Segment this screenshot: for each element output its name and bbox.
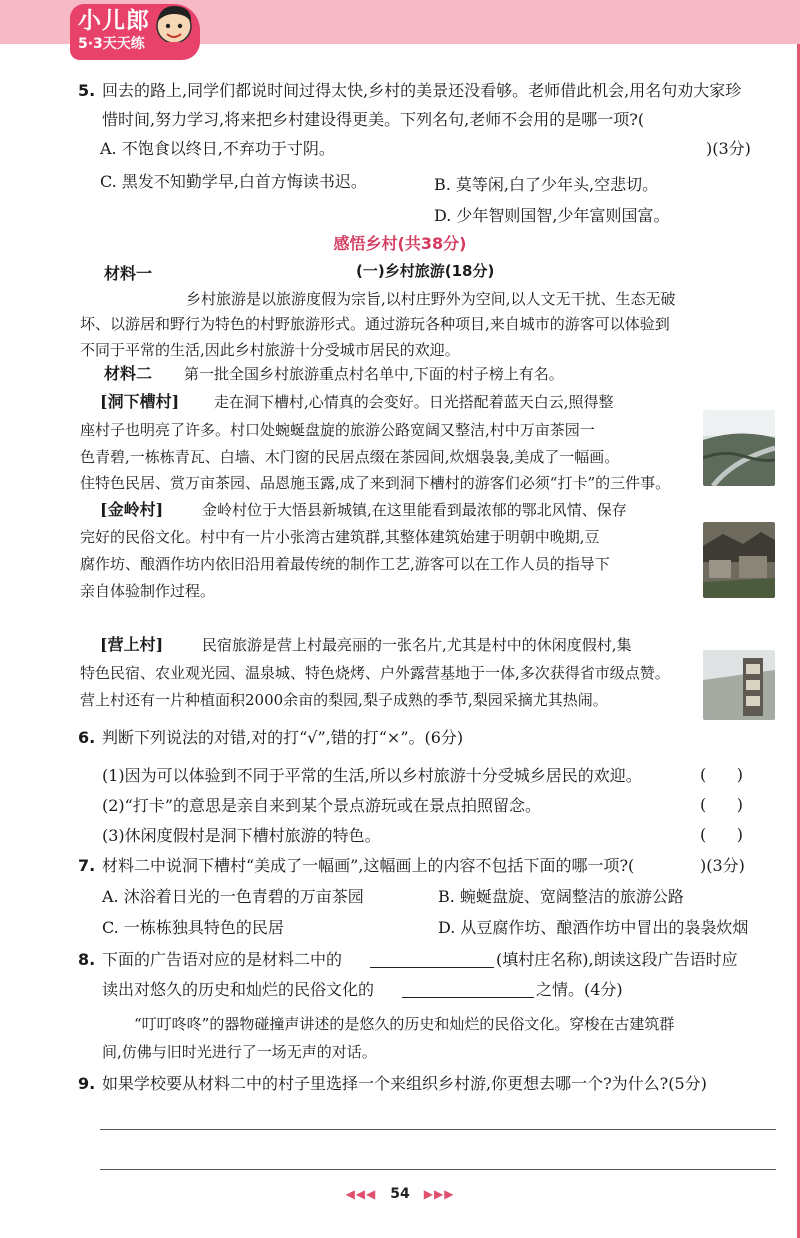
material2-intro: 第一批全国乡村旅游重点村名单中,下面的村子榜上有名。 <box>184 365 564 383</box>
material1-label: 材料一 <box>104 264 153 283</box>
village3-name: [营上村] <box>100 635 164 654</box>
q8-village-blank[interactable] <box>370 951 494 968</box>
answer-line[interactable] <box>100 1129 776 1130</box>
q7-option-c: C. 一栋栋独具特色的民居 <box>102 918 284 937</box>
village2-line: 亲自体验制作过程。 <box>80 582 216 600</box>
q6-number: 6. <box>78 728 96 747</box>
q5-answer-paren[interactable]: )(3分) <box>706 139 751 158</box>
q8-line1-end: (填村庄名称),朗读这段广告语时应 <box>496 950 738 969</box>
q9-number: 9. <box>78 1074 96 1093</box>
next-arrows-icon: ▶▶▶ <box>423 1187 455 1201</box>
q8-line1-start: 下面的广告语对应的是材料二中的 <box>102 950 343 969</box>
answer-line[interactable] <box>100 1169 776 1170</box>
page-footer <box>0 1186 800 1202</box>
photo-tea-road <box>703 410 775 486</box>
q6-stem: 判断下列说法的对错,对的打“√”,错的打“×”。(6分) <box>102 728 464 747</box>
village1-line: 住特色民居、赏万亩茶园、品恩施玉露,成了来到洞下槽村的游客们必须“打卡”的三件事。 <box>80 474 671 492</box>
village2-line: 腐作坊、酿酒作坊内依旧沿用着最传统的制作工艺,游客可以在工作人员的指导下 <box>80 555 610 573</box>
q8-feeling-blank[interactable] <box>402 981 534 998</box>
q5-option-d: D. 少年智则国智,少年富则国富。 <box>434 206 670 225</box>
brand-name: 小儿郎 <box>78 8 150 34</box>
q5-option-b: B. 莫等闲,白了少年头,空悲切。 <box>434 175 659 194</box>
village2-name: [金岭村] <box>100 500 164 519</box>
mascot-icon <box>150 2 198 56</box>
village2-line: 完好的民俗文化。村中有一片小张湾古建筑群,其整体建筑始建于明朝中晚期,豆 <box>80 528 600 546</box>
q8-ad-line2: 间,仿佛与旧时光进行了一场无声的对话。 <box>102 1043 377 1061</box>
reading-subtitle: (一)乡村旅游(18分) <box>356 262 495 280</box>
q7-number: 7. <box>78 856 96 875</box>
q5-stem-line1: 回去的路上,同学们都说时间过得太快,乡村的美景还没看够。老师借此机会,用名句劝大家珍 <box>102 81 742 100</box>
q8-line2-start: 读出对悠久的历史和灿烂的民俗文化的 <box>102 980 375 999</box>
q7-answer-paren[interactable]: )(3分) <box>700 856 745 875</box>
q5-option-a: A. 不饱食以终日,不弃功于寸阴。 <box>100 139 335 158</box>
prev-arrows-icon: ◀◀◀ <box>345 1187 377 1201</box>
section-title: 感悟乡村(共38分) <box>333 234 467 253</box>
q6-item-1: (1)因为可以体验到不同于平常的生活,所以乡村旅游十分受城乡居民的欢迎。 <box>102 766 642 785</box>
q5-option-c: C. 黑发不知勤学早,白首方悔读书迟。 <box>100 172 367 191</box>
q7-option-d: D. 从豆腐作坊、酿酒作坊中冒出的袅袅炊烟 <box>438 918 749 937</box>
q8-ad-line1: “叮叮咚咚”的器物碰撞声讲述的是悠久的历史和灿烂的民俗文化。穿梭在古建筑群 <box>134 1015 675 1033</box>
photo-old-village <box>703 522 775 598</box>
q6-answer-3[interactable]: ( ) <box>700 825 743 844</box>
brand-subtitle: 5·3天天练 <box>78 36 145 52</box>
material1-line3: 不同于平常的生活,因此乡村旅游十分受城市居民的欢迎。 <box>80 341 460 359</box>
q5-stem-line2: 惜时间,努力学习,将来把乡村建设得更美。下列名句,老师不会用的是哪一项?( <box>102 110 645 129</box>
q5-number: 5. <box>78 81 96 100</box>
village3-line: 营上村还有一片种植面积2000余亩的梨园,梨子成熟的季节,梨园采摘尤其热闹。 <box>80 691 608 709</box>
village1-line: 走在洞下槽村,心情真的会变好。日光搭配着蓝天白云,照得整 <box>214 393 614 411</box>
village3-line: 民宿旅游是营上村最亮丽的一张名片,尤其是村中的休闲度假村,集 <box>202 636 632 654</box>
material2-label: 材料二 <box>104 364 153 383</box>
village1-line: 座村子也明亮了许多。村口处蜿蜒盘旋的旅游公路宽阔又整洁,村中万亩茶园一 <box>80 421 595 439</box>
village1-line: 色青碧,一栋栋青瓦、白墙、木门窗的民居点缀在茶园间,炊烟袅袅,美成了一幅画。 <box>80 448 620 466</box>
material1-line2: 坏、以游居和野行为特色的村野旅游形式。通过游玩各种项目,来自城市的游客可以体验到 <box>80 315 670 333</box>
q7-option-b: B. 蜿蜒盘旋、宽阔整洁的旅游公路 <box>438 887 684 906</box>
q8-number: 8. <box>78 950 96 969</box>
q8-line2-end: 之情。(4分) <box>536 980 623 999</box>
village1-name: [洞下槽村] <box>100 392 180 411</box>
q9-stem: 如果学校要从材料二中的村子里选择一个来组织乡村游,你更想去哪一个?为什么?(5分) <box>102 1074 707 1093</box>
village3-line: 特色民宿、农业观光园、温泉城、特色烧烤、户外露营基地于一体,多次获得省市级点赞。 <box>80 664 670 682</box>
photo-resort-sign <box>703 650 775 720</box>
q6-item-3: (3)休闲度假村是洞下槽村旅游的特色。 <box>102 826 381 845</box>
q6-answer-2[interactable]: ( ) <box>700 795 743 814</box>
q6-answer-1[interactable]: ( ) <box>700 765 743 784</box>
q7-option-a: A. 沐浴着日光的一色青碧的万亩茶园 <box>102 887 364 906</box>
material1-line1: 乡村旅游是以旅游度假为宗旨,以村庄野外为空间,以人文无干扰、生态无破 <box>186 290 676 308</box>
q6-item-2: (2)“打卡”的意思是亲自来到某个景点游玩或在景点拍照留念。 <box>102 796 542 815</box>
q7-stem: 材料二中说洞下槽村“美成了一幅画”,这幅画上的内容不包括下面的哪一项?( <box>102 856 635 875</box>
page-number: 54 <box>390 1186 410 1202</box>
village2-line: 金岭村位于大悟县新城镇,在这里能看到最浓郁的鄂北风情、保存 <box>202 501 627 519</box>
